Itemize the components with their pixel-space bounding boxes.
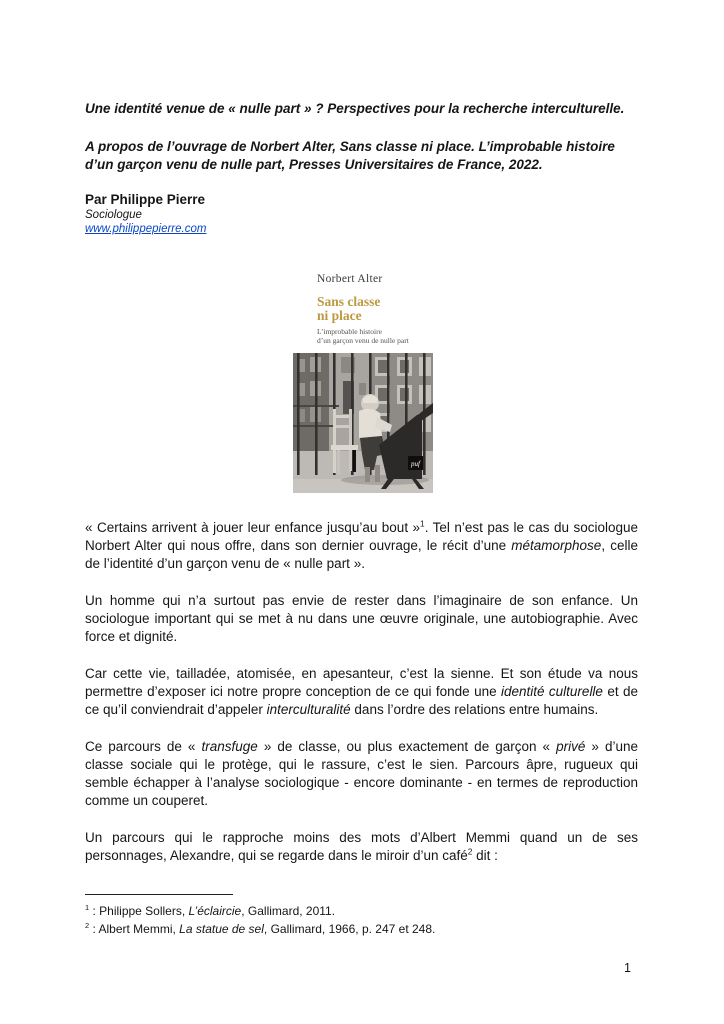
footnote: $^2$ : Albert Memmi, La statue de sel, Gallimard, 1966, p. 247 et 248. — [85, 921, 436, 936]
paragraph: Un homme qui n’a surtout pas envie de rester dans l’imaginaire de son enfance. Un sociologue important qui se met à nu dans une œuvre originale, une autobiographie. Avec force et dignité. — [85, 593, 638, 644]
paragraph: Ce parcours de « transfuge » de classe, ou plus exactement de garçon « privé » d’une classe sociale qui le protège, qui le rassure, c’est le sien. Parcours âpre, rugueux qui semble échapper à l’analyse sociologique - encore dominante - en termes de reproduction comme un couperet. — [85, 739, 639, 808]
author-role: Sociologue — [85, 209, 142, 221]
footnote-separator — [85, 894, 233, 895]
author-website-link[interactable]: www.philippepierre.com — [85, 223, 207, 235]
puf-logo-text: puf — [411, 460, 420, 468]
book-cover-photo — [293, 353, 433, 493]
book-cover-title — [317, 295, 438, 323]
book-cover-subtitle — [317, 327, 438, 345]
author-name: Par Philippe Pierre — [85, 192, 206, 207]
book-cover-subtitle-line1: L’improbable histoire — [317, 327, 382, 336]
author-block — [85, 191, 206, 236]
book-cover-title-line1: Sans classe — [317, 294, 381, 309]
page-title: Une identité venue de « nulle part » ? Perspectives pour la recherche interculturelle. — [85, 101, 625, 116]
book-cover-subtitle-line2: d’un garçon venu de nulle part — [317, 336, 409, 345]
body-paragraphs — [85, 519, 638, 884]
book-cover-author: Norbert Alter — [317, 273, 383, 285]
book-cover-title-line2: ni place — [317, 308, 362, 323]
page-number: 1 — [624, 961, 631, 975]
paragraph: Car cette vie, tailladée, atomisée, en apesanteur, c’est la sienne. Et son étude va nous permettre d’exposer ici notre propre conception de ce qui fonde une identité culturelle et de ce qu’il conviendrait d’appeler interculturalité dans l’ordre des relations entre humains. — [85, 666, 638, 717]
paragraph: « Certains arrivent à jouer leur enfance jusqu’au bout »$^1$. Tel n’est pas le cas du sociologue Norbert Alter qui nous offre, dans son dernier ouvrage, le récit d’une métamorphose, celle de l’identité d’un garçon venu de « nulle part ». — [85, 518, 638, 571]
paragraph: Un parcours qui le rapproche moins des mots d’Albert Memmi quand un de ses personnages, Alexandre, qui se regarde dans le miroir d’un café$^2$ dit : — [85, 830, 638, 863]
doc-subtitle: A propos de l’ouvrage de Norbert Alter, Sans classe ni place. L’improbable histoire d’un garçon venu de nulle part, Presses Universitaires de France, 2022. — [85, 139, 615, 172]
footnote-list — [85, 902, 638, 938]
footnote: $^1$ : Philippe Sollers, L’éclaircie, Gallimard, 2011. — [85, 903, 336, 918]
book-cover — [290, 266, 438, 493]
footnotes-section — [85, 894, 638, 938]
